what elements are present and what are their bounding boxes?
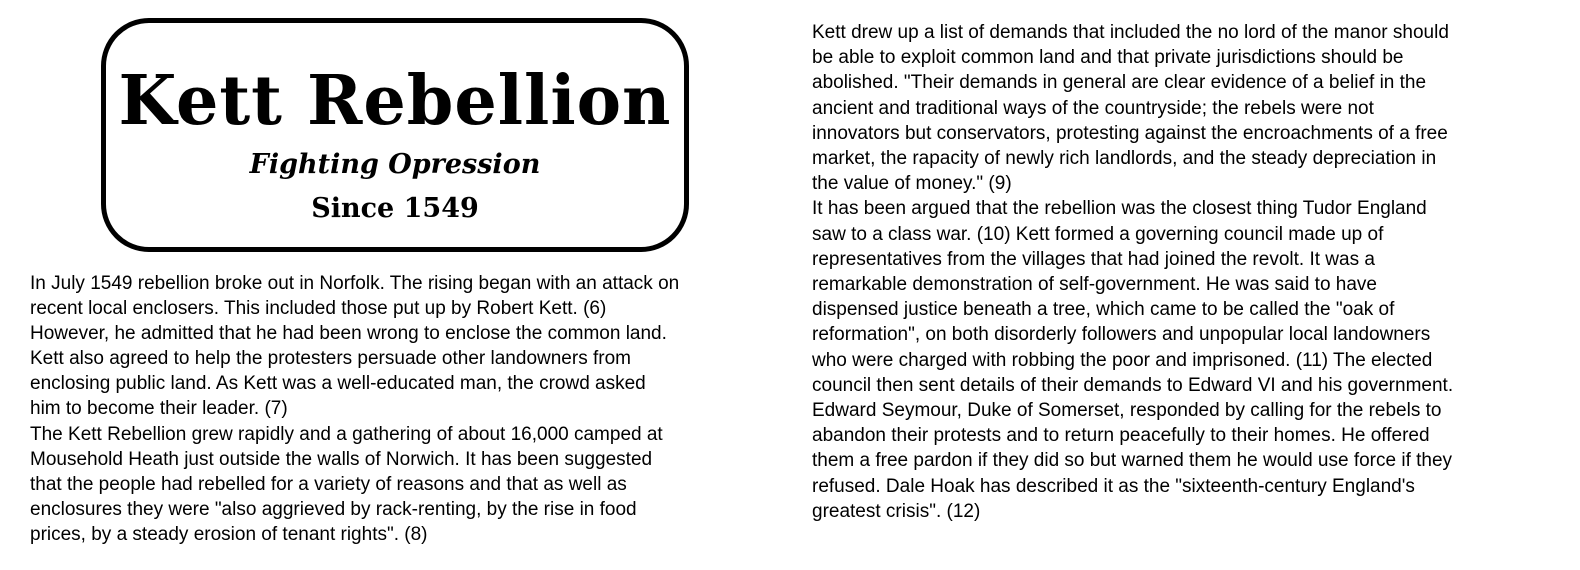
right-text-column [812,20,1572,524]
banner-title: Kett Rebellion [118,61,672,141]
left-paragraph-1: In July 1549 rebellion broke out in Norfolk. The rising began with an attack on recent local enclosers. This included those put up by Robert Kett. (6) However, he admitted that he had been wrong to enclose the common land. Kett also agreed to help the protesters persuade other landowners from enclosing public land. As Kett was a well-educated man, the crowd asked him to become their leader. (7) [30,273,680,420]
banner-subtitle: Fighting Opression [249,149,541,180]
right-paragraph-2: It has been argued that the rebellion was the closest thing Tudor England saw to a class war. (10) Kett formed a governing council made up of representatives from the villages that had joined the revolt. It was a remarkable demonstration of self-government. He was said to have dispensed justice beneath a tree, which came to be called the "oak of reformation", on both disorderly followers and unpopular local landowners who were charged with robbing the poor and imprisoned. (11) The elected council then sent details of their demands to Edward VI and his government. Edward Seymour, Duke of Somerset, responded by calling for the rebels to abandon their protests and to return peacefully to their homes. He offered them a free pardon if they did so but warned them he would use force if they refused. Dale Hoak has described it as the "sixteenth-century England's greatest crisis". (12) [812,198,1454,522]
title-banner [101,18,689,252]
banner-since: Since 1549 [311,193,479,224]
right-paragraph-1: Kett drew up a list of demands that included the no lord of the manor should be able to exploit common land and that private jurisdictions should be abolished. "Their demands in general are clear evidence of a belief in the ancient and traditional ways of the countryside; the rebels were not innovators but conservators, protesting against the encroachments of a free market, the rapacity of newly rich landlords, and the steady depreciation in the value of money." (9) [812,22,1449,195]
left-paragraph-2: The Kett Rebellion grew rapidly and a gathering of about 16,000 camped at Mousehold Heath just outside the walls of Norwich. It has been suggested that the people had rebelled for a variety of reasons and that as well as enclosures they were "also aggrieved by rack-renting, by the rise in food prices, by a steady erosion of tenant rights". (8) [30,423,663,545]
left-text-column [30,271,790,547]
